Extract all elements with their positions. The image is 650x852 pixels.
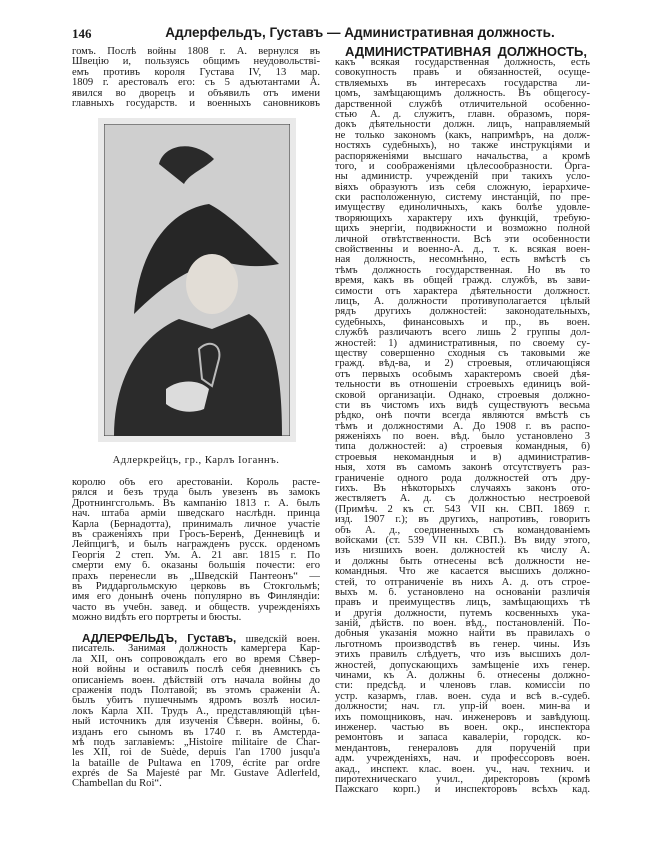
text-line: ныя, хотя въ самомъ законѣ отсутствуетъ раз- (335, 463, 590, 474)
text-line: выхъ м. б. установлено на основаніи различія (335, 587, 590, 598)
text-line: правъ и преимуществъ лицъ, замѣщающихъ тѣ (335, 598, 590, 609)
entry-first-line-rest: шведскій воен. (245, 634, 320, 645)
text-line: ла XII, онъ сопровождалъ его во время Сѣвер- (72, 654, 320, 665)
text-line: сковой организаціи. Однако, строевыя должно- (335, 390, 590, 401)
running-title: Адлерфельдъ, Густавъ — Административная должность. (165, 25, 555, 40)
text-line: тѣмъ должность государственная. Но въ то (335, 265, 590, 276)
text-line: изданъ его сыномъ въ 1740 г. въ Амстерда- (72, 727, 320, 738)
text-line: цомъ, замѣщающимъ должность. Въ общегосу- (335, 89, 590, 100)
text-line: Лейпцигѣ, и былъ награжденъ русск. орденомъ (72, 540, 320, 551)
text-line: la bataille de Pultawa en 1709, écrite par ordre (72, 758, 320, 769)
text-line: (Примѣч. 2 къ ст. 543 VII кн. СВП. 1869 г. (335, 504, 590, 515)
text-line: адм. учрежденіяхъ, нач. и профессоровъ воен. (335, 754, 590, 765)
text-line: Карла (Бернадотта), принималъ личное участіе (72, 519, 320, 530)
text-line: тельности въ отношеніи строевыхъ единицъ вой- (335, 380, 590, 391)
text-line: этихъ правилъ слѣдуетъ, что изъ высшихъ дол- (335, 650, 590, 661)
text-line: ствляемыхъ въ интересахъ государства ли- (335, 78, 590, 89)
text-line: мѣ подъ заглавіемъ: „Histoire militaire de Char- (72, 737, 320, 748)
text-line: симости отъ характера дѣятельности должност. (335, 286, 590, 297)
text-line: ной войны и оставилъ послѣ себя дневникъ съ (72, 665, 320, 676)
text-line: заній, дѣйств. по воен. вѣд., постановленій. По- (335, 619, 590, 630)
text-line: смерти ему б. оказаны большія почести: его (72, 561, 320, 572)
text-line: какъ всякая государственная должность, есть (335, 58, 590, 68)
text-line: дарственной службѣ отличительной особенно- (335, 99, 590, 110)
text-line: гражд. вѣд-ва, и 2) строевыя, отличающіяся (335, 359, 590, 370)
text-line: объ А. д., соединенныхъ съ командованіемъ (335, 525, 590, 536)
text-line: стью А. д. служитъ, главн. образомъ, поря- (335, 109, 590, 120)
text-line: нач. штаба арміи шведскаго наслѣдн. принца (72, 509, 320, 520)
text-line: изд. 1907 г.); въ другихъ, напротивъ, говоритъ (335, 515, 590, 526)
text-line: должности; нач. гл. упр-ій воен. мин-ва и (335, 702, 590, 713)
text-line: писатель. Занимая должность камергера Кар- (72, 644, 320, 655)
text-line: ихъ помощниковъ, нач. инженеровъ и завѣдующ. (335, 712, 590, 723)
text-line: совокупность правъ и обязанностей, осуще- (335, 68, 590, 79)
text-line: свойственны и военно-А. д., т. к. всякая воен- (335, 245, 590, 256)
text-line: явился во дворецъ и объявилъ отъ имени (72, 88, 320, 99)
right-column-text (335, 58, 590, 796)
text-line: exprés de Sa Majesté par Mr. Gustave Adlerfeld, (72, 769, 320, 780)
text-line: отъ первыхъ особымъ характеромъ своей дѣя- (335, 369, 590, 380)
text-line: рѣдко, онѣ почти всегда являются вмѣстѣ съ (335, 411, 590, 422)
text-line: имя его донынѣ очень популярно въ Финляндіи: (72, 592, 320, 603)
text-line: судебныхъ, финансовыхъ и пр., въ воен. (335, 317, 590, 328)
text-line: командныя. Что же касается высшихъ должно- (335, 567, 590, 578)
text-line: личной отвѣтственности. Всѣ эти особенности (335, 234, 590, 245)
text-line: ремонтовъ и запаса кавалеріи, городск. ко- (335, 733, 590, 744)
text-line: сти: предсѣд. и членовъ глав. комиссіи по (335, 681, 590, 692)
text-line: лицъ, А. должности противуполагается цѣлый (335, 296, 590, 307)
text-line: инженер. частью въ воен. окр., инспектора (335, 723, 590, 733)
text-line: можно видѣть его портреты и бюсты. (72, 613, 242, 624)
article-heading: АДМИНИСТРАТИВНАЯ ДОЛЖНОСТЬ, (345, 44, 587, 59)
text-line: не только закономъ (какъ, напримѣръ, на долж- (335, 130, 590, 141)
text-line: описаніемъ воен. дѣйствій отъ начала войны до (72, 675, 320, 686)
text-line: жностей: 1) административныя, по своему су- (335, 338, 590, 349)
page-number: 146 (72, 26, 92, 41)
text-line: пиротехническаго учил., директоровъ (кромѣ (335, 774, 590, 785)
text-line: распоряженіями высшаго начальства, а кромѣ (335, 151, 590, 162)
text-line: время, какъ въ общей гражд. службѣ, въ зави- (335, 276, 590, 287)
text-line: службѣ различаютъ всего лишь 2 группы дол- (335, 328, 590, 339)
text-line: локъ Карла XII. Трудъ А., представляющій цѣн- (72, 706, 320, 717)
text-line: строевыя некомандныя и в) административ- (335, 452, 590, 463)
text-line: les XII, roi de Suède, depuis l'an 1700 jusqu'a (72, 748, 320, 759)
text-line: типа должностей: а) строевыя командныя, б) (335, 442, 590, 453)
text-line: мендантовъ, генераловъ для порученій при (335, 743, 590, 754)
text-line: и должны быть отнесены всѣ должности не- (335, 556, 590, 567)
entry-adlerfeld (72, 634, 320, 790)
text-line: рядъ другихъ должностей: законодательныхъ, (335, 307, 590, 318)
text-line: 1809 г. арестовалъ его: съ 5 адъютантами А. (72, 78, 320, 89)
text-line: Швецію и, пользуясь общимъ неудовольстві- (72, 57, 320, 68)
text-line: жествляетъ А. д. съ должностью нестроевой (335, 494, 590, 505)
text-line: стей, то отграниченіе въ нихъ А. д. отъ строе- (335, 577, 590, 588)
left-column-top-text (72, 47, 320, 109)
portrait-illustration (98, 118, 296, 442)
text-line: ряженіяхъ по воен. вѣд. было установлено 3 (335, 432, 590, 443)
text-line: изъ низшихъ воен. должностей къ числу А. (335, 546, 590, 557)
text-line: Пажскаго корп.) и инспекторовъ всѣхъ кад. (335, 785, 590, 796)
text-line: въ Риддаргольмскую церковь въ Стокгольмѣ; (72, 581, 320, 592)
text-line: емъ противъ короля Густава IV, 13 мар. (72, 67, 320, 78)
text-line: главныхъ государств. и военныхъ сановниковъ (72, 98, 320, 109)
text-line: Chambellan du Roi“. (72, 779, 162, 790)
entry-headword: АДЛЕРФЕЛЬДЪ, Густавъ, (82, 634, 237, 645)
text-line: того, и соображеніями цѣлесообразности. Орга- (335, 161, 590, 172)
text-line: гомъ. Послѣ войны 1808 г. А. вернулся въ (72, 47, 320, 57)
face (186, 254, 238, 314)
text-line: віяхъ образуютъ изъ себя сложную, іерархиче- (335, 182, 590, 193)
text-line: ностяхъ судебныхъ), но также инструкціями и (335, 141, 590, 152)
text-line: ный источникъ для изученія Сѣверн. войны, б. (72, 717, 320, 728)
entry-first-line (72, 634, 320, 644)
text-line: сраженія подъ Полтавой; въ этомъ сраженіи А. (72, 685, 320, 696)
text-line: Георгія 2 степ. Ум. А. 21 авг. 1815 г. По (72, 550, 320, 561)
text-line: устр. казармъ, глав. воен. суда и всѣ в.-судеб. (335, 691, 590, 702)
text-line: ществу совершенно сходныя съ таковыми же (335, 348, 590, 359)
text-line: королю объ его арестованіи. Король расте- (72, 478, 320, 488)
left-column-continuation (72, 478, 320, 623)
text-line: прахъ перенесли въ „Шведскій Пантеонъ“ — (72, 571, 320, 582)
cuff (166, 382, 209, 412)
text-line: сти въ чистомъ ихъ видѣ существуютъ весьма (335, 400, 590, 411)
figure-caption: Адлеркрейцъ, гр., Карлъ Іоганнъ. (112, 455, 280, 466)
text-line: гихъ. Въ нѣкоторыхъ случаяхъ законъ ото- (335, 484, 590, 495)
text-line: ная должность, несомнѣнно, есть вмѣстѣ съ (335, 255, 590, 266)
text-line: граниченіе одного рода должностей отъ дру- (335, 473, 590, 484)
text-line: щихъ энергіи, подвижности и возможно полной (335, 224, 590, 235)
text-line: Дротнингсгольмъ. Въ кампанію 1813 г. А. былъ (72, 498, 320, 509)
portrait-engraving (104, 124, 290, 436)
text-line: войсками (ст. 539 VII кн. СВП.). Въ виду этого, (335, 535, 590, 546)
text-line: часто въ учебн. завед. и обществ. учрежденіяхъ (72, 602, 320, 613)
text-line: льготномъ производствѣ въ генер. чины. Изъ (335, 639, 590, 650)
text-line: чинами, къ А. должны б. отнесены должно- (335, 671, 590, 682)
text-line: имуществу единоличныхъ, какъ болѣе удовле- (335, 203, 590, 214)
text-line: въ сраженіяхъ при Гросъ-Беренѣ, Денневицѣ и (72, 529, 320, 540)
text-line: ны администр. учрежденій при такихъ усло- (335, 172, 590, 183)
text-line: творяющихъ характеру ихъ функцій, требую- (335, 213, 590, 224)
text-line: тѣмъ и должностями А. До 1908 г. въ распо- (335, 421, 590, 432)
text-line: ски расположенную, систему инстанцій, по пре- (335, 193, 590, 204)
text-line: былъ убитъ пушечнымъ ядромъ возлѣ носил- (72, 696, 320, 707)
text-line: жностей, допускающихъ замѣщеніе ихъ генер. (335, 660, 590, 671)
text-line: рялся и безъ труда былъ увезенъ въ замокъ (72, 488, 320, 499)
text-line: добныя указанія можно найти въ правилахъ о (335, 629, 590, 640)
text-line: докъ дѣятельности должн. лицъ, направляемый (335, 120, 590, 131)
text-line: и другія должности, путемъ косвенныхъ ука- (335, 608, 590, 619)
text-line: акад., инспект. клас. воен. уч., нач. технич. и (335, 764, 590, 775)
